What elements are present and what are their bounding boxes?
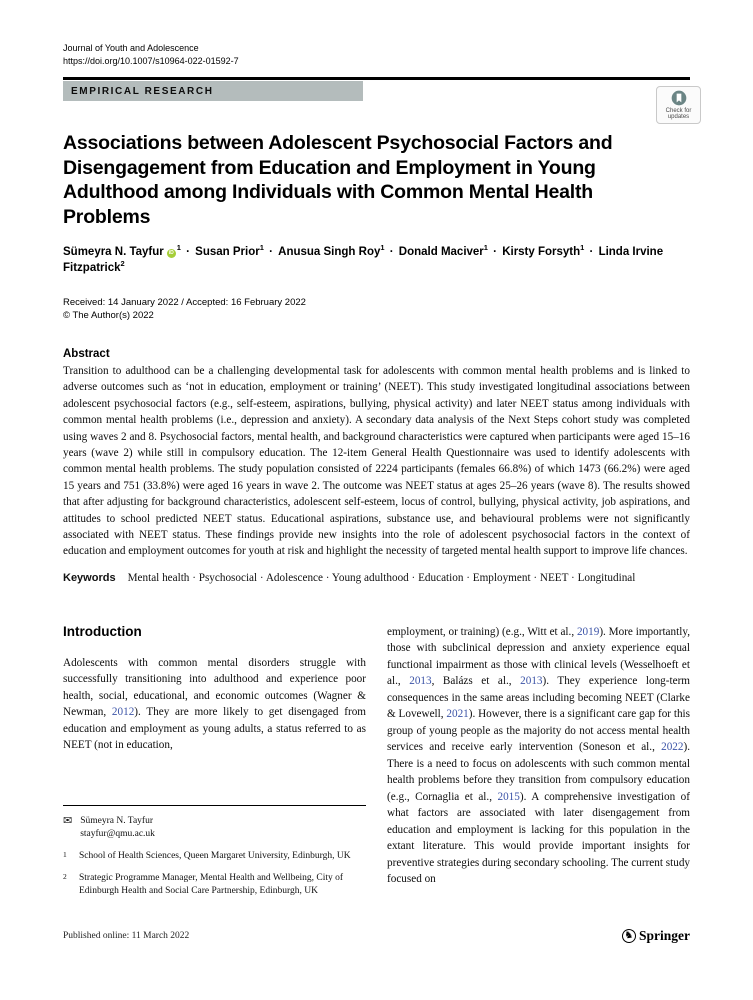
- springer-wordmark: Springer: [638, 928, 690, 943]
- check-for-updates-button[interactable]: [656, 86, 701, 124]
- author: Kirsty Forsyth$^1$: [502, 243, 585, 258]
- body-columns: [63, 624, 690, 898]
- published-online: Published online: 11 March 2022: [63, 931, 190, 941]
- header-rule: [63, 77, 690, 80]
- citation-link[interactable]: 2021: [446, 708, 469, 721]
- author: Anusua Singh Roy$^1$: [278, 243, 385, 258]
- citation-link[interactable]: 2012: [111, 706, 135, 719]
- citation-link[interactable]: 2019: [576, 625, 600, 638]
- right-column: [387, 624, 690, 898]
- author: Linda Irvine Fitzpatrick$^2$: [63, 246, 664, 274]
- abstract-heading: Abstract: [63, 348, 110, 360]
- citation-link[interactable]: 2013: [409, 675, 432, 688]
- citation-link[interactable]: 2022: [661, 741, 684, 754]
- keywords-line: [63, 572, 690, 584]
- introduction-paragraph-left: Adolescents with common mental disorders struggle with successfully transitioning into adulthood and experience poor health, social, educational, and economic outcomes (Wagner & Newman, 2012). They are more likely to get disengaged from education and employment as young adults, a status referred to as NEET (not in education,: [63, 656, 367, 752]
- keywords-label: Keywords: [63, 571, 116, 584]
- authors-line: Sümeyra N. Tayfur $iD^1$ · Susan Prior$^1$ · Anusua Singh Roy$^1$ · Donald Maciver$^1$ · Kirsty Forsyth$^1$ · Linda Irvine Fitzpatrick$^2$: [63, 243, 664, 274]
- corresponding-author-name: Sümeyra N. Tayfur: [80, 815, 153, 826]
- abstract-text: Transition to adulthood can be a challenging developmental task for adolescents with common mental health problems and is linked to adverse outcomes such as ‘not in education, employment or training’ (NEET). This study investigated longitudinal associations between adolescent psychosocial factors (e.g., self-esteem, aspirations, bullying, physical activity) and later NEET status among individuals with common mental health problems (i.e., depression and anxiety). A secondary data analysis of the Next Steps cohort study was completed using waves 2 and 8. Psychosocial factors, mental health, and background characteristics were captured when participants were aged 15–16 years (wave 2) while still in compulsory education. The 12-item General Health Questionnaire was used to identify adolescents with common mental health problems. The study population consisted of 2224 participants (females 66.8%) of which 1473 (66.2%) were aged 15 years and 751 (33.8%) were aged 16 years in wave 2. The outcome was NEET status at ages 25–26 years (wave 8). The results showed that after adjusting for background characteristics, adolescent self-esteem, locus of control, bullying, physical activity, job aspirations, and attitudes to school predicted NEET status. Educational aspirations, substance use, and behavioural problems were not significantly associated with NEET status. These findings provide new insights into the role of adolescent psychosocial factors in the context of education and employment outcomes for youth at risk and highlight the necessity of targeted mental health support to improve life chances.: [63, 365, 690, 558]
- author: Sümeyra N. Tayfur $iD^1$: [63, 243, 181, 258]
- correspondence-details: [80, 815, 155, 841]
- doi-text: https://doi.org/10.1007/s10964-022-01592-7: [63, 56, 239, 66]
- introduction-paragraph-right: employment, or training) (e.g., Witt et al., 2019). More importantly, those with subclinical depression and anxiety experience equal functional impairment as those with clinical levels (Wesselhoeft et al., 2013, Balázs et al., 2013). They experience long-term consequences in the same areas including becoming NEET (Clarke & Lovewell, 2021). However, there is a significant care gap for this group of young people as the majority do not access mental health services and receive early intervention (Soneson et al., 2022). There is a need to focus on adolescents with such common mental health problems before they transition from compulsory education (e.g., Cornaglia et al., 2015). A comprehensive investigation of what factors are associated with later disengagement from education and employment is lacking for this population in the extant literature. This would provide important insights for preventive strategies during secondary schooling. The current study focused on: [387, 625, 691, 886]
- springer-logo: [622, 928, 690, 944]
- citation-link[interactable]: 2015: [497, 790, 520, 803]
- footnote-rule: [63, 805, 366, 806]
- springer-horse-icon: ♞: [621, 928, 637, 944]
- copyright-line: © The Author(s) 2022: [63, 310, 154, 321]
- keywords-values: Mental health · Psychosocial · Adolescence · Young adulthood · Education · Employment · NEET · Longitudinal: [127, 571, 636, 584]
- section-banner: [63, 81, 363, 101]
- article-dates: [63, 296, 690, 322]
- envelope-icon: ✉: [63, 814, 73, 827]
- affiliations-list: [63, 850, 366, 898]
- affiliation: 1 School of Health Sciences, Queen Margaret University, Edinburgh, UK: [63, 849, 351, 861]
- article-title: Associations between Adolescent Psychosocial Factors and Disengagement from Education and Employment in Young Adulthood among Individuals with Common Mental Health Problems: [63, 132, 613, 228]
- corresponding-author-email: stayfur@qmu.ac.uk: [80, 828, 155, 839]
- author: Susan Prior$^1$: [195, 243, 264, 258]
- correspondence: [63, 815, 366, 841]
- journal-header: [63, 42, 690, 68]
- author: Donald Maciver$^1$: [398, 243, 488, 258]
- check-updates-icon: [671, 90, 687, 106]
- left-column: [63, 624, 366, 898]
- check-updates-label: Check for updates: [665, 107, 692, 120]
- journal-name: Journal of Youth and Adolescence: [63, 43, 199, 53]
- affiliation: 2 Strategic Programme Manager, Mental Health and Wellbeing, City of Edinburgh Health and Social Care Partnership, Edinburgh, UK: [63, 871, 344, 896]
- orcid-icon[interactable]: iD: [168, 250, 174, 256]
- page-footer: [63, 928, 690, 944]
- introduction-heading: Introduction: [63, 623, 142, 639]
- citation-link[interactable]: 2013: [520, 675, 543, 688]
- section-label: EMPIRICAL RESEARCH: [71, 85, 214, 97]
- footnote-block: [63, 805, 366, 898]
- received-accepted: Received: 14 January 2022 / Accepted: 16 February 2022: [63, 297, 306, 308]
